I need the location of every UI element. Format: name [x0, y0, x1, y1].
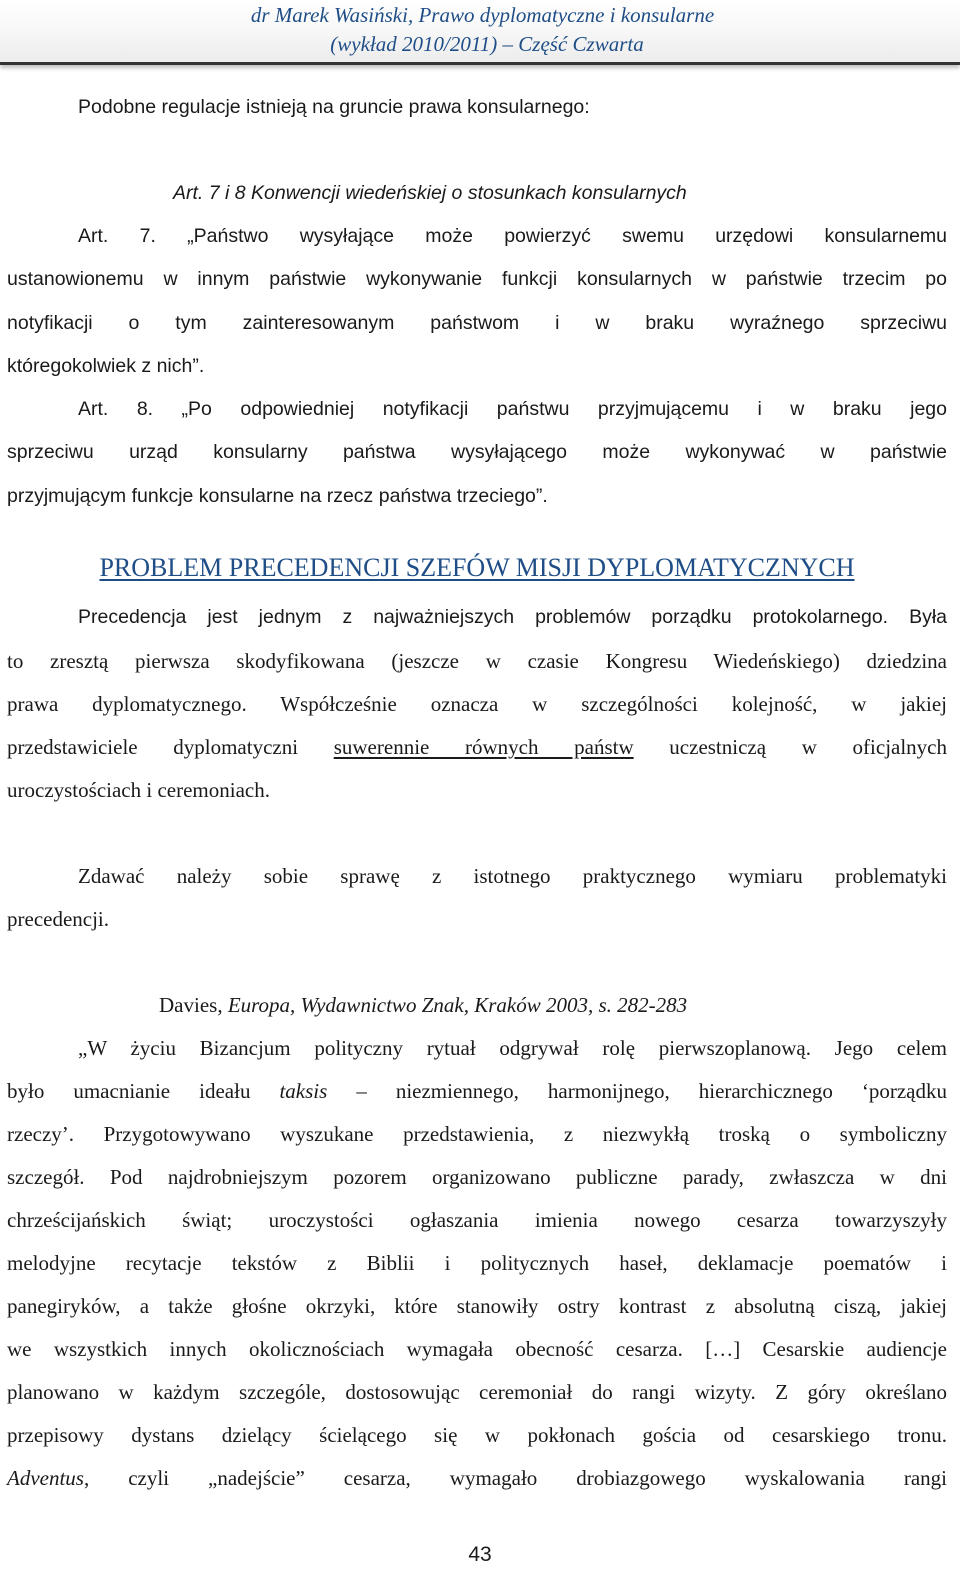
- header-lecture-info: (wykład 2010/2011) – Część Czwarta: [330, 32, 644, 56]
- quote-line-2-end: – niezmiennego, harmonijnego, hierarchicznego ‘porządku: [327, 1079, 947, 1103]
- page-number: 43: [468, 1543, 492, 1566]
- zdawac-line-1: Zdawać należy sobie sprawę z istotnego praktycznego wymiaru problematyki: [78, 864, 947, 888]
- precedence-line-4-start: przedstawiciele dyplomatyczni: [7, 735, 334, 759]
- quote-line-6: melodyjne recytacje tekstów z Biblii i politycznych haseł, deklamacje poematów i: [7, 1251, 947, 1275]
- taksis-term: taksis: [279, 1079, 328, 1103]
- adventus-term: Adventus: [7, 1466, 84, 1490]
- quote-line-11: [7, 1466, 947, 1491]
- precedence-line-3: prawa dyplomatycznego. Współcześnie oznacza w szczególności kolejność, w jakiej: [7, 692, 947, 716]
- precedence-line-4-end: uczestniczą w oficjalnych: [633, 735, 947, 759]
- art7-line-3: notyfikacji o tym zainteresowanym państwom i w braku wyraźnego sprzeciwu: [7, 312, 947, 334]
- sovereign-states-phrase: suwerennie równych państw: [333, 735, 634, 759]
- quote-line-10: przepisowy dystans dzielący ścielącego się w pokłonach gościa od cesarskiego tronu.: [7, 1423, 947, 1447]
- quote-line-8: we wszystkich innych okolicznościach wymagała obecność cesarza. […] Cesarskie audiencje: [7, 1337, 947, 1361]
- quote-line-11-end: , czyli „nadejście” cesarza, wymagało drobiazgowego wyskalowania rangi: [83, 1466, 947, 1490]
- precedence-line-4: [7, 735, 947, 760]
- quote-line-7: panegiryków, a także głośne okrzyki, które stanowiły ostry kontrast z absolutną ciszą, jakiej: [7, 1294, 947, 1318]
- quote-line-4: szczegół. Pod najdrobniejszym pozorem organizowano publiczne parady, zwłaszcza w dni: [7, 1165, 947, 1189]
- section-heading: PROBLEM PRECEDENCJI SZEFÓW MISJI DYPLOMATYCZNYCH: [99, 553, 855, 582]
- precedence-line-5: uroczystościach i ceremoniach.: [7, 778, 270, 802]
- art8-line-2: sprzeciwu urząd konsularny państwa wysyłającego może wykonywać w państwie: [7, 441, 947, 463]
- zdawac-line-2: precedencji.: [7, 907, 110, 931]
- davies-citation: [159, 993, 949, 1018]
- citation-source: Europa, Wydawnictwo Znak, Kraków 2003, s. 282-283: [227, 993, 688, 1017]
- quote-line-9: planowano w każdym szczególe, dostosowując ceremoniał do rangi wizyty. Z góry określano: [7, 1380, 947, 1404]
- quote-line-2: [7, 1079, 947, 1104]
- page-header: [0, 0, 960, 65]
- citation-author: Davies,: [159, 993, 228, 1017]
- art7-line-2: ustanowionemu w innym państwie wykonywanie funkcji konsularnych w państwie trzecim po: [7, 268, 947, 290]
- art7-line-1: Art. 7. „Państwo wysyłające może powierzyć swemu urzędowi konsularnemu: [78, 225, 947, 247]
- precedence-line-2: to zresztą pierwsza skodyfikowana (jeszcze w czasie Kongresu Wiedeńskiego) dziedzina: [7, 649, 947, 673]
- quote-line-5: chrześcijańskich świąt; uroczystości ogłaszania imienia nowego cesarza towarzyszyły: [7, 1208, 947, 1232]
- quote-line-3: rzeczy’. Przygotowywano wyszukane przedstawienia, z niezwykłą troską o symboliczny: [7, 1122, 947, 1146]
- precedence-line-1: Precedencja jest jednym z najważniejszych problemów porządku protokolarnego. Była: [78, 606, 947, 628]
- intro-paragraph: Podobne regulacje istnieją na gruncie prawa konsularnego:: [78, 96, 590, 118]
- art7-line-4: któregokolwiek z nich”.: [7, 355, 205, 377]
- header-author-title: dr Marek Wasiński, Prawo dyplomatyczne i konsularne: [250, 3, 715, 27]
- quote-line-1: „W życiu Bizancjum polityczny rytuał odgrywał rolę pierwszoplanową. Jego celem: [78, 1036, 947, 1060]
- quote-line-2-start: było umacnianie ideału: [7, 1079, 280, 1103]
- convention-title: Art. 7 i 8 Konwencji wiedeńskiej o stosunkach konsularnych: [173, 182, 687, 204]
- art8-line-1: Art. 8. „Po odpowiedniej notyfikacji państwu przyjmującemu i w braku jego: [78, 398, 947, 420]
- art8-line-3: przyjmującym funkcje konsularne na rzecz państwa trzeciego”.: [7, 485, 548, 507]
